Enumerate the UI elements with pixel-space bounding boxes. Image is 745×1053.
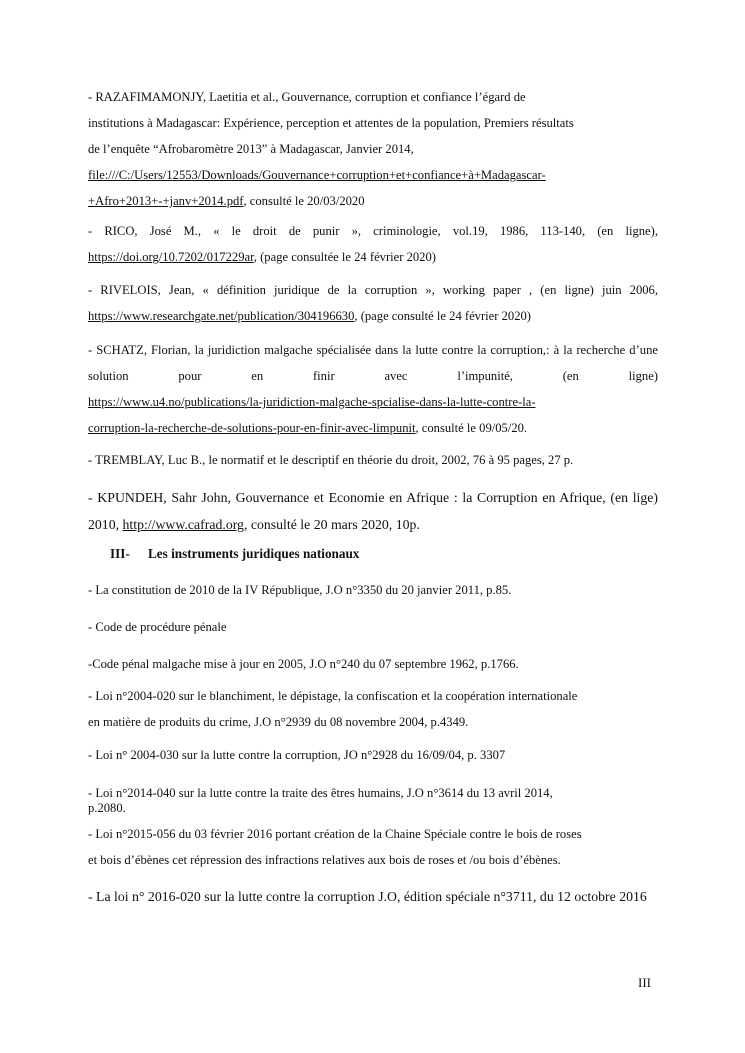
instrument-code-procedure: - Code de procédure pénale xyxy=(88,620,227,634)
section-number: III- xyxy=(110,546,130,561)
ref-tremblay: - TREMBLAY, Luc B., le normatif et le descriptif en théorie du droit, 2002, 76 à 95 pages, 27 p. xyxy=(88,453,574,467)
link-schatz-1[interactable]: https://www.u4.no/publications/la-juridiction-malgache-spcialise-dans-la-lutte-contre-la- xyxy=(88,395,536,409)
instrument-loi-2004-030: - Loi n° 2004-030 sur la lutte contre la corruption, JO n°2928 du 16/09/04, p. 3307 xyxy=(88,748,506,762)
ref-rivelois: - RIVELOIS, Jean, « définition juridique de la corruption », working paper , (en ligne) juin 2006, https://www.researchgate.net/publication/304196630, (page consulté le 24 février 2020) xyxy=(88,283,658,323)
instrument-loi-2004-020: - Loi n°2004-020 sur le blanchiment, le dépistage, la confiscation et la coopération internationale en matière de produits du crime, J.O n°2939 du 08 novembre 2004, p.4349. xyxy=(88,689,578,729)
link-schatz-2[interactable]: corruption-la-recherche-de-solutions-pour-en-finir-avec-limpunit xyxy=(88,421,416,435)
instrument-code-penal: -Code pénal malgache mise à jour en 2005, J.O n°240 du 07 septembre 1962, p.1766. xyxy=(88,657,519,671)
link-kpundeh[interactable]: http://www.cafrad.org xyxy=(122,517,244,532)
ref-razafimamonjy: - RAZAFIMAMONJY, Laetitia et al., Gouvernance, corruption et confiance l’égard de institutions à Madagascar: Expérience, perception et attentes de la population, Premiers résultats de l’enquête “Afrobaromètre 2013” à Madagascar, Janvier 2014, file:///C:/Users/12553/Downloads/Gouvernance+corruption+et+confiance+à+Madagascar- +Afro+2013+-+janv+2014.pdf, consulté le 20/03/2020 xyxy=(88,90,574,208)
ref-rico: - RICO, José M., « le droit de punir », criminologie, vol.19, 1986, 113-140, (en ligne), https://doi.org/10.7202/017229ar, (page consultée le 24 février 2020) xyxy=(88,224,658,264)
ref-kpundeh: - KPUNDEH, Sahr John, Gouvernance et Economie en Afrique : la Corruption en Afrique, (en lige) 2010, http://www.cafrad.org, consulté le 20 mars 2020, 10p. xyxy=(88,490,658,532)
instrument-loi-2015-056: - Loi n°2015-056 du 03 février 2016 portant création de la Chaine Spéciale contre le bois de roses et bois d’ébènes cet répression des infractions relatives aux bois de roses et /ou bois d’ébènes. xyxy=(88,827,582,867)
link-rivelois[interactable]: https://www.researchgate.net/publication/304196630 xyxy=(88,309,355,323)
section-title: Les instruments juridiques nationaux xyxy=(148,546,360,561)
section-heading xyxy=(110,546,359,562)
instrument-constitution: - La constitution de 2010 de la IV République, J.O n°3350 du 20 janvier 2011, p.85. xyxy=(88,583,512,597)
ref-schatz: - SCHATZ, Florian, la juridiction malgache spécialisée dans la lutte contre la corruption,: à la recherche d’une solution pour en finir avec l’impunité, (en ligne) https://www.u4.no/publications/la-juridiction-malgache-spcialise-dans-la-lutte-contre-la- corruption-la-recherche-de-solutions-pour-en-finir-avec-limpunit, consulté le 09/05/20. xyxy=(88,343,658,435)
instrument-loi-2016-020: - La loi n° 2016-020 sur la lutte contre la corruption J.O, édition spéciale n°3711, du 12 octobre 2016 xyxy=(88,889,647,904)
page-number: III xyxy=(638,975,651,990)
link-razafimamonjy-2[interactable]: +Afro+2013+-+janv+2014.pdf xyxy=(88,194,244,208)
link-rico[interactable]: https://doi.org/10.7202/017229ar xyxy=(88,250,254,264)
link-razafimamonjy-1[interactable]: file:///C:/Users/12553/Downloads/Gouvernance+corruption+et+confiance+à+Madagascar- xyxy=(88,168,546,182)
instrument-loi-2014-040: - Loi n°2014-040 sur la lutte contre la traite des êtres humains, J.O n°3614 du 13 avril 2014, p.2080. xyxy=(88,786,553,815)
